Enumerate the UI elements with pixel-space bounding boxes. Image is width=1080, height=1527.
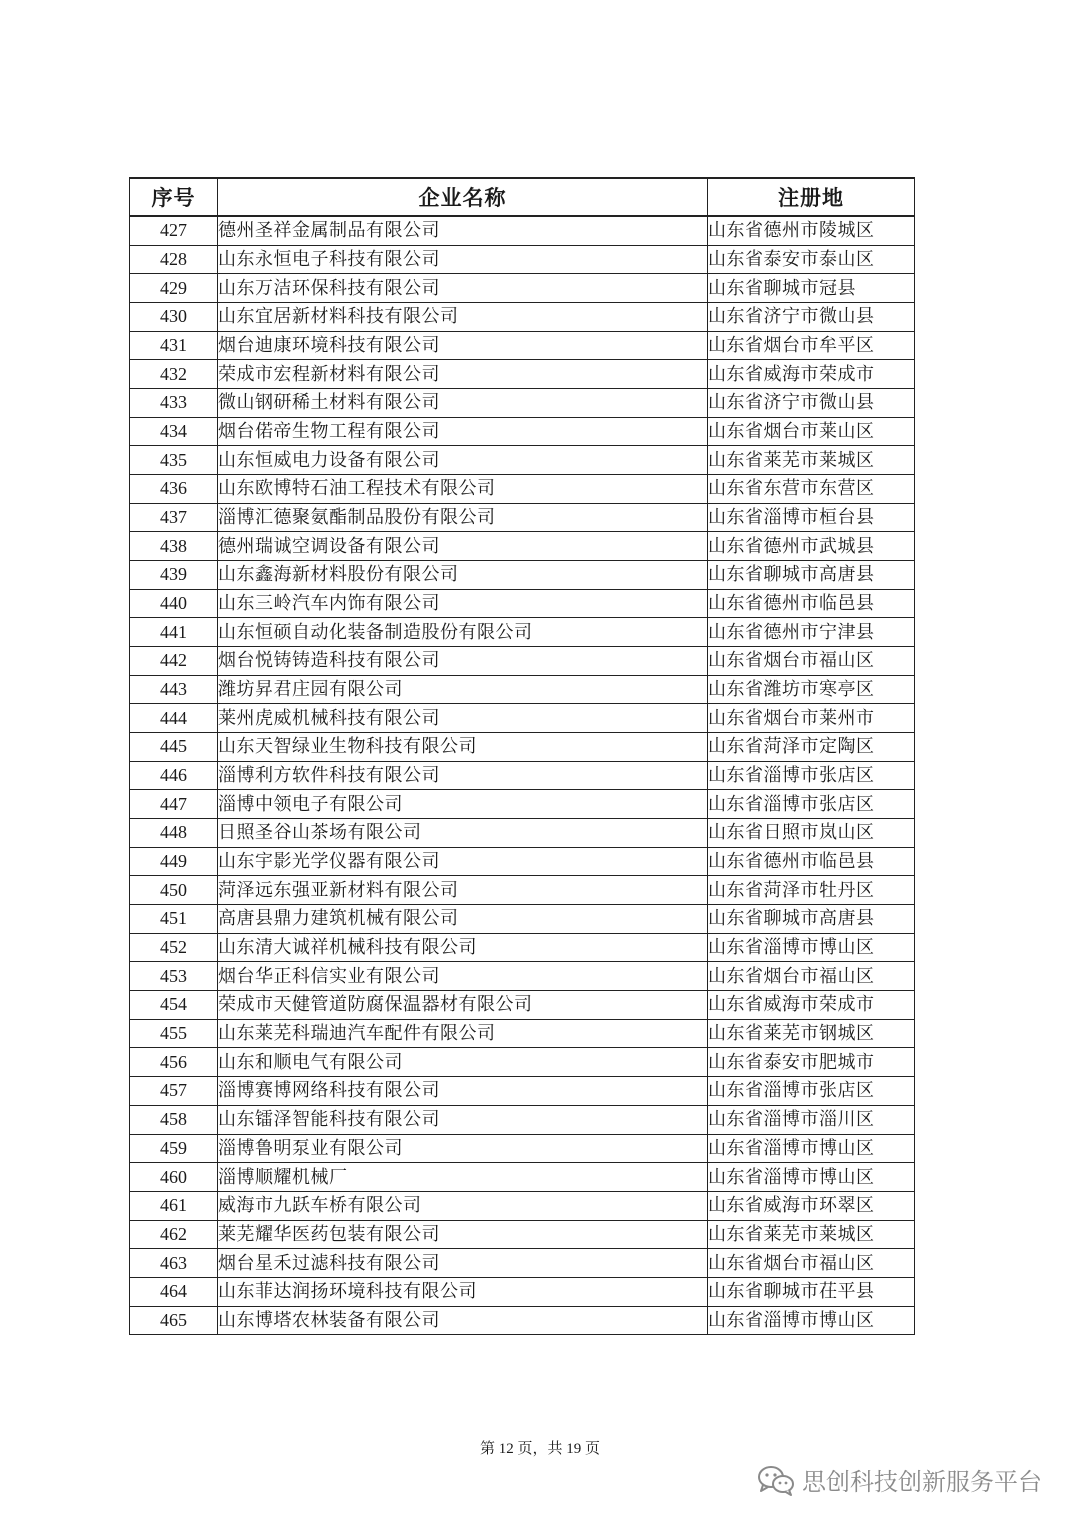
cell-serial-number: 427: [130, 216, 218, 245]
enterprise-table: [129, 177, 915, 1335]
table-row: [130, 532, 915, 561]
table-row: [130, 761, 915, 790]
cell-registered-place: 山东省淄博市博山区: [708, 1306, 915, 1335]
cell-registered-place: 山东省聊城市冠县: [708, 274, 915, 303]
cell-serial-number: 430: [130, 303, 218, 332]
cell-serial-number: 429: [130, 274, 218, 303]
table-row: [130, 647, 915, 676]
cell-company-name: 烟台悦铸铸造科技有限公司: [218, 647, 708, 676]
cell-serial-number: 462: [130, 1220, 218, 1249]
header-serial-number: 序号: [130, 178, 218, 216]
cell-serial-number: 448: [130, 819, 218, 848]
cell-company-name: 山东菲达润扬环境科技有限公司: [218, 1277, 708, 1306]
cell-serial-number: 440: [130, 589, 218, 618]
cell-registered-place: 山东省菏泽市牡丹区: [708, 876, 915, 905]
cell-registered-place: 山东省莱芜市莱城区: [708, 446, 915, 475]
cell-serial-number: 451: [130, 905, 218, 934]
table-row: [130, 905, 915, 934]
cell-registered-place: 山东省淄博市桓台县: [708, 503, 915, 532]
cell-company-name: 德州瑞诚空调设备有限公司: [218, 532, 708, 561]
cell-serial-number: 436: [130, 475, 218, 504]
table-row: [130, 704, 915, 733]
cell-registered-place: 山东省烟台市福山区: [708, 647, 915, 676]
cell-registered-place: 山东省德州市武城县: [708, 532, 915, 561]
table-row: [130, 331, 915, 360]
cell-registered-place: 山东省淄博市博山区: [708, 933, 915, 962]
table-row: [130, 446, 915, 475]
table-row: [130, 561, 915, 590]
cell-registered-place: 山东省威海市荣成市: [708, 360, 915, 389]
cell-company-name: 淄博利方软件科技有限公司: [218, 761, 708, 790]
cell-serial-number: 433: [130, 389, 218, 418]
wechat-icon: [756, 1464, 796, 1496]
table-row: [130, 1277, 915, 1306]
table-row: [130, 1306, 915, 1335]
cell-registered-place: 山东省莱芜市钢城区: [708, 1019, 915, 1048]
cell-serial-number: 442: [130, 647, 218, 676]
cell-company-name: 淄博顺耀机械厂: [218, 1163, 708, 1192]
cell-registered-place: 山东省烟台市莱山区: [708, 417, 915, 446]
cell-registered-place: 山东省淄博市博山区: [708, 1134, 915, 1163]
table-row: [130, 618, 915, 647]
cell-company-name: 烟台星禾过滤科技有限公司: [218, 1249, 708, 1278]
table-row: [130, 216, 915, 245]
cell-company-name: 德州圣祥金属制品有限公司: [218, 216, 708, 245]
cell-registered-place: 山东省烟台市莱州市: [708, 704, 915, 733]
cell-registered-place: 山东省泰安市肥城市: [708, 1048, 915, 1077]
table-row: [130, 245, 915, 274]
cell-serial-number: 446: [130, 761, 218, 790]
cell-company-name: 山东恒威电力设备有限公司: [218, 446, 708, 475]
cell-registered-place: 山东省淄博市张店区: [708, 790, 915, 819]
table-row: [130, 360, 915, 389]
cell-company-name: 潍坊昇君庄园有限公司: [218, 675, 708, 704]
cell-serial-number: 458: [130, 1105, 218, 1134]
cell-serial-number: 465: [130, 1306, 218, 1335]
table-row: [130, 847, 915, 876]
cell-registered-place: 山东省威海市荣成市: [708, 991, 915, 1020]
cell-serial-number: 439: [130, 561, 218, 590]
cell-registered-place: 山东省聊城市高唐县: [708, 561, 915, 590]
cell-registered-place: 山东省聊城市高唐县: [708, 905, 915, 934]
table-row: [130, 790, 915, 819]
cell-company-name: 山东莱芜科瑞迪汽车配件有限公司: [218, 1019, 708, 1048]
cell-registered-place: 山东省淄博市张店区: [708, 761, 915, 790]
cell-company-name: 烟台华正科信实业有限公司: [218, 962, 708, 991]
cell-company-name: 菏泽远东强亚新材料有限公司: [218, 876, 708, 905]
table-row: [130, 1048, 915, 1077]
cell-serial-number: 450: [130, 876, 218, 905]
cell-company-name: 山东万洁环保科技有限公司: [218, 274, 708, 303]
table-row: [130, 589, 915, 618]
table-row: [130, 991, 915, 1020]
cell-company-name: 山东博塔农林装备有限公司: [218, 1306, 708, 1335]
cell-serial-number: 449: [130, 847, 218, 876]
cell-company-name: 威海市九跃车桥有限公司: [218, 1191, 708, 1220]
table-row: [130, 389, 915, 418]
table-body: [130, 216, 915, 1335]
cell-serial-number: 445: [130, 733, 218, 762]
cell-registered-place: 山东省德州市临邑县: [708, 589, 915, 618]
watermark: [756, 1462, 1042, 1497]
cell-serial-number: 455: [130, 1019, 218, 1048]
cell-company-name: 烟台迪康环境科技有限公司: [218, 331, 708, 360]
table-row: [130, 1163, 915, 1192]
cell-company-name: 莱芜耀华医药包装有限公司: [218, 1220, 708, 1249]
cell-serial-number: 437: [130, 503, 218, 532]
cell-registered-place: 山东省济宁市微山县: [708, 389, 915, 418]
table-row: [130, 1105, 915, 1134]
cell-registered-place: 山东省烟台市牟平区: [708, 331, 915, 360]
cell-company-name: 山东和顺电气有限公司: [218, 1048, 708, 1077]
cell-registered-place: 山东省威海市环翠区: [708, 1191, 915, 1220]
table-row: [130, 675, 915, 704]
table-row: [130, 475, 915, 504]
cell-registered-place: 山东省烟台市福山区: [708, 1249, 915, 1278]
cell-company-name: 山东宜居新材料科技有限公司: [218, 303, 708, 332]
cell-serial-number: 447: [130, 790, 218, 819]
cell-company-name: 淄博赛博网络科技有限公司: [218, 1077, 708, 1106]
table-row: [130, 1134, 915, 1163]
cell-registered-place: 山东省潍坊市寒亭区: [708, 675, 915, 704]
cell-company-name: 山东天智绿业生物科技有限公司: [218, 733, 708, 762]
cell-serial-number: 444: [130, 704, 218, 733]
cell-serial-number: 452: [130, 933, 218, 962]
cell-serial-number: 460: [130, 1163, 218, 1192]
table-row: [130, 876, 915, 905]
cell-company-name: 山东欧博特石油工程技术有限公司: [218, 475, 708, 504]
table-row: [130, 503, 915, 532]
table-row: [130, 1249, 915, 1278]
table-header: [130, 178, 915, 216]
cell-registered-place: 山东省淄博市张店区: [708, 1077, 915, 1106]
cell-serial-number: 457: [130, 1077, 218, 1106]
table-row: [130, 1077, 915, 1106]
header-registered-place: 注册地: [708, 178, 915, 216]
cell-serial-number: 456: [130, 1048, 218, 1077]
cell-registered-place: 山东省莱芜市莱城区: [708, 1220, 915, 1249]
cell-serial-number: 435: [130, 446, 218, 475]
table-row: [130, 1191, 915, 1220]
cell-serial-number: 464: [130, 1277, 218, 1306]
cell-company-name: 淄博汇德聚氨酯制品股份有限公司: [218, 503, 708, 532]
cell-company-name: 荣成市天健管道防腐保温器材有限公司: [218, 991, 708, 1020]
cell-company-name: 荣成市宏程新材料有限公司: [218, 360, 708, 389]
cell-registered-place: 山东省德州市宁津县: [708, 618, 915, 647]
cell-serial-number: 443: [130, 675, 218, 704]
page-number: 第 12 页，共 19 页: [479, 1441, 600, 1457]
cell-company-name: 烟台偌帝生物工程有限公司: [218, 417, 708, 446]
cell-company-name: 山东恒硕自动化装备制造股份有限公司: [218, 618, 708, 647]
cell-serial-number: 463: [130, 1249, 218, 1278]
header-row: [130, 178, 915, 216]
cell-serial-number: 454: [130, 991, 218, 1020]
cell-registered-place: 山东省淄博市博山区: [708, 1163, 915, 1192]
cell-registered-place: 山东省日照市岚山区: [708, 819, 915, 848]
cell-serial-number: 434: [130, 417, 218, 446]
cell-registered-place: 山东省济宁市微山县: [708, 303, 915, 332]
cell-serial-number: 441: [130, 618, 218, 647]
cell-serial-number: 438: [130, 532, 218, 561]
table-row: [130, 1220, 915, 1249]
table-row: [130, 933, 915, 962]
cell-company-name: 山东清大诚祥机械科技有限公司: [218, 933, 708, 962]
header-company-name: 企业名称: [218, 178, 708, 216]
cell-serial-number: 453: [130, 962, 218, 991]
cell-company-name: 淄博中领电子有限公司: [218, 790, 708, 819]
cell-registered-place: 山东省德州市陵城区: [708, 216, 915, 245]
cell-registered-place: 山东省淄博市淄川区: [708, 1105, 915, 1134]
cell-company-name: 莱州虎威机械科技有限公司: [218, 704, 708, 733]
cell-company-name: 山东永恒电子科技有限公司: [218, 245, 708, 274]
cell-company-name: 山东鑫海新材料股份有限公司: [218, 561, 708, 590]
cell-registered-place: 山东省烟台市福山区: [708, 962, 915, 991]
cell-serial-number: 432: [130, 360, 218, 389]
table-row: [130, 274, 915, 303]
watermark-text: 思创科技创新服务平台: [802, 1468, 1042, 1496]
cell-serial-number: 459: [130, 1134, 218, 1163]
cell-registered-place: 山东省菏泽市定陶区: [708, 733, 915, 762]
table-row: [130, 417, 915, 446]
cell-serial-number: 428: [130, 245, 218, 274]
cell-company-name: 山东三岭汽车内饰有限公司: [218, 589, 708, 618]
cell-company-name: 淄博鲁明泵业有限公司: [218, 1134, 708, 1163]
cell-serial-number: 461: [130, 1191, 218, 1220]
cell-registered-place: 山东省聊城市茌平县: [708, 1277, 915, 1306]
table-row: [130, 1019, 915, 1048]
table-row: [130, 303, 915, 332]
cell-company-name: 高唐县鼎力建筑机械有限公司: [218, 905, 708, 934]
cell-company-name: 日照圣谷山茶场有限公司: [218, 819, 708, 848]
table-row: [130, 819, 915, 848]
cell-registered-place: 山东省德州市临邑县: [708, 847, 915, 876]
cell-serial-number: 431: [130, 331, 218, 360]
table-row: [130, 733, 915, 762]
table-row: [130, 962, 915, 991]
cell-company-name: 山东宇影光学仪器有限公司: [218, 847, 708, 876]
cell-registered-place: 山东省东营市东营区: [708, 475, 915, 504]
cell-company-name: 微山钢研稀土材料有限公司: [218, 389, 708, 418]
cell-registered-place: 山东省泰安市泰山区: [708, 245, 915, 274]
cell-company-name: 山东镭泽智能科技有限公司: [218, 1105, 708, 1134]
